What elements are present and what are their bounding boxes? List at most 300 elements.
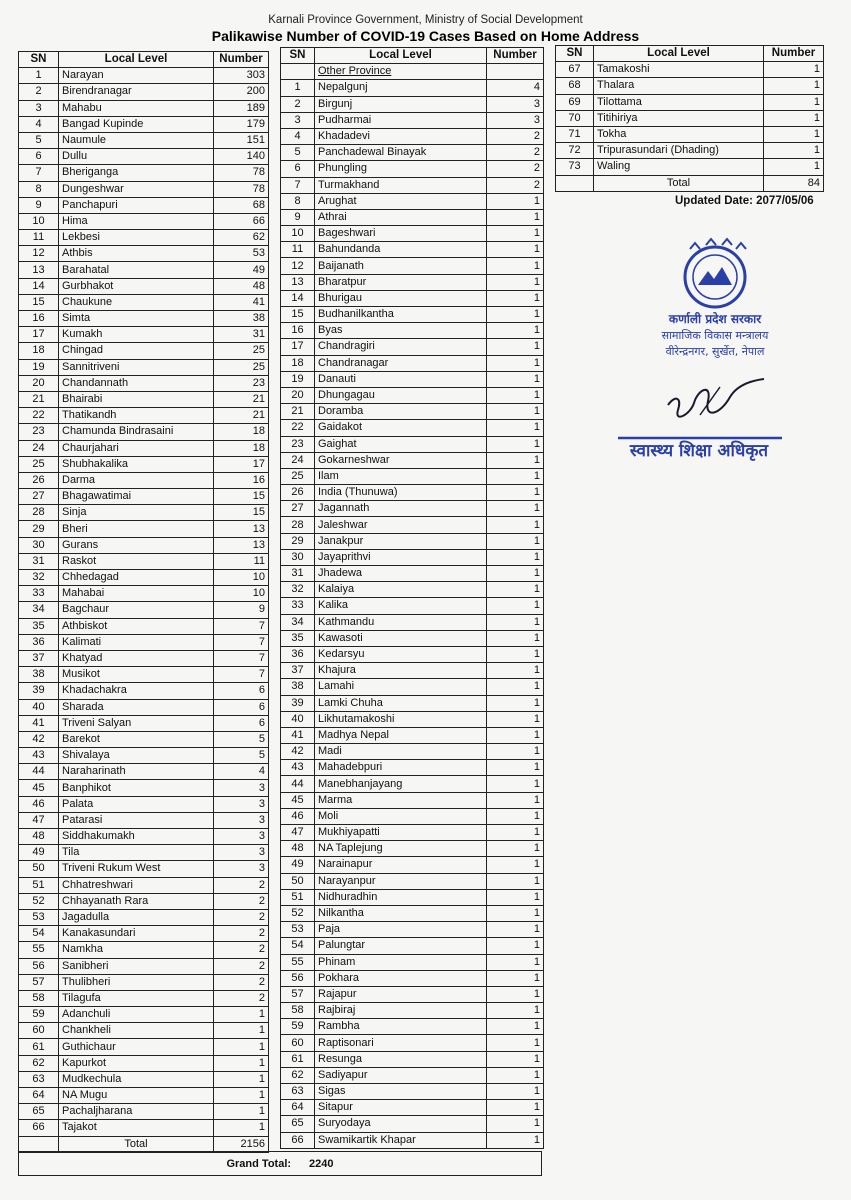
cell-number: 1 [487, 517, 544, 533]
cell-number: 1 [487, 1051, 544, 1067]
table-row [281, 598, 544, 614]
table-row [281, 1132, 544, 1148]
cell-local-level: Rajbiraj [315, 1003, 487, 1019]
table-row [19, 181, 269, 197]
cell-local-level: Khatyad [59, 650, 214, 666]
cell-number: 1 [487, 841, 544, 857]
cell-local-level: Rajapur [315, 986, 487, 1002]
cell-local-level: Chamunda Bindrasaini [59, 424, 214, 440]
cell-sn: 16 [19, 311, 59, 327]
table-row [281, 663, 544, 679]
cell-sn: 39 [281, 695, 315, 711]
table-row [19, 829, 269, 845]
table-row [281, 760, 544, 776]
other-total-row [556, 175, 824, 191]
other-province-heading-row [281, 64, 544, 80]
table-row [281, 566, 544, 582]
table-row [19, 278, 269, 294]
table-row [281, 776, 544, 792]
cell-number: 1 [487, 744, 544, 760]
table-row [19, 1071, 269, 1087]
cell-local-level: Kedarsyu [315, 646, 487, 662]
table-row [19, 116, 269, 132]
table-row [281, 355, 544, 371]
cell-number: 1 [487, 630, 544, 646]
table-row [19, 84, 269, 100]
cell-local-level: Kanakasundari [59, 926, 214, 942]
cell-sn: 49 [281, 857, 315, 873]
cell-local-level: Triveni Salyan [59, 715, 214, 731]
cell-local-level: Siddhakumakh [59, 829, 214, 845]
cell-number: 16 [214, 472, 269, 488]
table-row [19, 748, 269, 764]
cell-number: 1 [487, 404, 544, 420]
table-row [556, 62, 824, 78]
cell-number: 53 [214, 246, 269, 262]
cell-local-level: Kapurkot [59, 1055, 214, 1071]
cell-number: 1 [214, 1007, 269, 1023]
cell-sn: 32 [19, 570, 59, 586]
table-row [281, 711, 544, 727]
cell-number: 1 [487, 226, 544, 242]
cell-local-level: Thatikandh [59, 408, 214, 424]
table-row [19, 100, 269, 116]
cell-local-level: Thalara [594, 78, 764, 94]
table-row [19, 165, 269, 181]
cell-local-level: Budhanilkantha [315, 307, 487, 323]
karnali-total-row [19, 1136, 269, 1152]
cell-local-level: Athbis [59, 246, 214, 262]
cell-sn: 59 [19, 1007, 59, 1023]
table-row [556, 94, 824, 110]
cell-local-level: Simta [59, 311, 214, 327]
cell-number: 1 [487, 290, 544, 306]
cell-local-level: Moli [315, 808, 487, 824]
cell-number: 1 [487, 679, 544, 695]
cell-number: 4 [214, 764, 269, 780]
cell-number: 1 [487, 582, 544, 598]
cell-number: 7 [214, 618, 269, 634]
cell-local-level: Athbiskot [59, 618, 214, 634]
cell-sn: 67 [556, 62, 594, 78]
seal-text-3: वीरेन्द्रनगर, सुर्खेत, नेपाल [665, 345, 765, 358]
cell-number: 2 [214, 926, 269, 942]
cell-local-level: Titihiriya [594, 110, 764, 126]
cell-local-level: Mahadebpuri [315, 760, 487, 776]
cell-sn: 35 [281, 630, 315, 646]
cell-sn: 44 [19, 764, 59, 780]
cell-number: 3 [487, 112, 544, 128]
table-row [19, 634, 269, 650]
cell-local-level: Khadadevi [315, 128, 487, 144]
table-row [19, 796, 269, 812]
col-number-header: Number [487, 48, 544, 64]
table-row [281, 808, 544, 824]
cell-sn: 37 [281, 663, 315, 679]
table-row [19, 68, 269, 84]
cell-local-level: Pudharmai [315, 112, 487, 128]
cell-number: 2 [214, 909, 269, 925]
cell-local-level: Nepalgunj [315, 80, 487, 96]
table-row [19, 1088, 269, 1104]
cell-number: 10 [214, 570, 269, 586]
karnali-total-label: Total [59, 1136, 214, 1152]
table-row [281, 436, 544, 452]
cell-sn: 1 [19, 68, 59, 84]
cell-number: 25 [214, 359, 269, 375]
table-row [556, 78, 824, 94]
table-row [281, 242, 544, 258]
cell-number: 1 [487, 776, 544, 792]
table-row [19, 359, 269, 375]
cell-local-level: Paja [315, 922, 487, 938]
col-sn-header: SN [556, 46, 594, 62]
table-header-row [556, 46, 824, 62]
cell-local-level: Tilottama [594, 94, 764, 110]
cell-sn: 56 [281, 970, 315, 986]
table-row [556, 126, 824, 142]
ministry-line: Karnali Province Government, Ministry of Social Development [268, 14, 583, 26]
cell-local-level: Bagchaur [59, 602, 214, 618]
table-row [281, 905, 544, 921]
table-row [19, 1007, 269, 1023]
cell-sn: 5 [19, 132, 59, 148]
cell-sn: 24 [281, 452, 315, 468]
cell-local-level: Birendranagar [59, 84, 214, 100]
cell-sn: 55 [281, 954, 315, 970]
cell-sn: 9 [281, 209, 315, 225]
cell-sn: 11 [281, 242, 315, 258]
cell-sn: 55 [19, 942, 59, 958]
table-row [19, 715, 269, 731]
cell-local-level: Sitapur [315, 1100, 487, 1116]
cell-sn: 64 [281, 1100, 315, 1116]
cell-local-level: Chankheli [59, 1023, 214, 1039]
cell-sn: 52 [19, 893, 59, 909]
cell-sn: 19 [19, 359, 59, 375]
cell-local-level: Janakpur [315, 533, 487, 549]
table-row [281, 112, 544, 128]
cell-local-level: Gaidakot [315, 420, 487, 436]
table-row [281, 873, 544, 889]
cell-sn: 37 [19, 650, 59, 666]
table-row [19, 230, 269, 246]
cell-local-level: Mahabu [59, 100, 214, 116]
karnali-cases-table [18, 51, 269, 1153]
cell-number: 1 [487, 307, 544, 323]
table-row [281, 954, 544, 970]
cell-sn: 31 [281, 566, 315, 582]
cell-local-level: Palata [59, 796, 214, 812]
col-local-level-header: Local Level [594, 46, 764, 62]
table-row [281, 1100, 544, 1116]
cell-sn: 42 [19, 731, 59, 747]
cell-sn: 46 [281, 808, 315, 824]
table-row [281, 387, 544, 403]
col-local-level-header: Local Level [59, 52, 214, 68]
cell-sn: 50 [281, 873, 315, 889]
other-province-table [280, 47, 544, 1149]
cell-sn: 58 [281, 1003, 315, 1019]
table-row [281, 1035, 544, 1051]
cell-local-level: Bahundanda [315, 242, 487, 258]
cell-number: 68 [214, 197, 269, 213]
table-row [19, 845, 269, 861]
cell-local-level: Gokarneshwar [315, 452, 487, 468]
cell-local-level: Jaleshwar [315, 517, 487, 533]
cell-sn: 61 [281, 1051, 315, 1067]
table-header-row [281, 48, 544, 64]
table-row [19, 974, 269, 990]
cell-local-level: Pokhara [315, 970, 487, 986]
other-total-label: Total [594, 175, 764, 191]
cell-number: 1 [487, 242, 544, 258]
cell-local-level: Baijanath [315, 258, 487, 274]
cell-number: 31 [214, 327, 269, 343]
cell-sn: 61 [19, 1039, 59, 1055]
cell-sn: 29 [281, 533, 315, 549]
table-row [281, 1051, 544, 1067]
cell-number: 5 [214, 731, 269, 747]
cell-local-level: Chandranagar [315, 355, 487, 371]
cell-sn: 33 [281, 598, 315, 614]
office-designation-stamp [612, 432, 787, 468]
cell-local-level: Kalaiya [315, 582, 487, 598]
cell-local-level: Waling [594, 159, 764, 175]
cell-local-level: Marma [315, 792, 487, 808]
table-row [556, 110, 824, 126]
cell-local-level: NA Taplejung [315, 841, 487, 857]
cell-sn: 35 [19, 618, 59, 634]
table-row [281, 841, 544, 857]
cell-local-level: Bhairabi [59, 391, 214, 407]
cell-number: 5 [214, 748, 269, 764]
cell-number: 1 [487, 355, 544, 371]
cell-local-level: Lamahi [315, 679, 487, 695]
cell-local-level: Banphikot [59, 780, 214, 796]
cell-local-level: Narainapur [315, 857, 487, 873]
cell-local-level: Bhurigau [315, 290, 487, 306]
ministry-seal-stamp [640, 235, 790, 365]
cell-number: 1 [487, 792, 544, 808]
table-row [281, 209, 544, 225]
cell-sn: 46 [19, 796, 59, 812]
cell-local-level: Tamakoshi [594, 62, 764, 78]
cell-number: 66 [214, 213, 269, 229]
cell-number: 1 [764, 94, 824, 110]
cell-sn: 30 [19, 537, 59, 553]
cell-number: 2 [487, 161, 544, 177]
cell-sn: 27 [19, 489, 59, 505]
cell-local-level: Sigas [315, 1084, 487, 1100]
cell-number: 3 [487, 96, 544, 112]
cell-number: 15 [214, 489, 269, 505]
seal-text-1: कर्णाली प्रदेश सरकार [668, 312, 762, 326]
cell-sn: 1 [281, 80, 315, 96]
cell-sn: 20 [19, 375, 59, 391]
table-row [281, 161, 544, 177]
cell-number: 1 [487, 663, 544, 679]
table-row [281, 695, 544, 711]
cell-local-level: Adanchuli [59, 1007, 214, 1023]
table-row [281, 1003, 544, 1019]
table-row [281, 889, 544, 905]
cell-sn: 18 [19, 343, 59, 359]
table-row [281, 420, 544, 436]
cell-local-level: Lekbesi [59, 230, 214, 246]
table-row [281, 922, 544, 938]
cell-local-level: Sharada [59, 699, 214, 715]
cell-number: 1 [487, 808, 544, 824]
cell-local-level: Narayanpur [315, 873, 487, 889]
grand-total-box [18, 1151, 542, 1176]
table-row [281, 274, 544, 290]
cell-local-level: Phinam [315, 954, 487, 970]
cell-number: 2 [487, 128, 544, 144]
cell-local-level: Gurans [59, 537, 214, 553]
table-row [19, 213, 269, 229]
table-row [19, 537, 269, 553]
table-row [19, 764, 269, 780]
cell-sn: 34 [281, 614, 315, 630]
cell-local-level: Dhungagau [315, 387, 487, 403]
table-row [281, 938, 544, 954]
karnali-total-value: 2156 [214, 1136, 269, 1152]
cell-number: 13 [214, 521, 269, 537]
table-row [281, 744, 544, 760]
cell-sn: 21 [281, 404, 315, 420]
cell-number: 1 [487, 695, 544, 711]
cell-number: 1 [487, 889, 544, 905]
table-row [19, 505, 269, 521]
table-row [281, 128, 544, 144]
cell-sn: 70 [556, 110, 594, 126]
cell-number: 1 [487, 420, 544, 436]
cell-number: 6 [214, 715, 269, 731]
cell-sn: 64 [19, 1088, 59, 1104]
cell-sn: 47 [19, 812, 59, 828]
cell-local-level: Dungeshwar [59, 181, 214, 197]
cell-local-level: Pachaljharana [59, 1104, 214, 1120]
other-total-value: 84 [764, 175, 824, 191]
cell-number: 1 [487, 371, 544, 387]
cell-local-level: Jayaprithvi [315, 549, 487, 565]
cell-sn: 30 [281, 549, 315, 565]
table-row [19, 1104, 269, 1120]
cell-local-level: Kalika [315, 598, 487, 614]
cell-sn: 26 [281, 485, 315, 501]
table-row [19, 391, 269, 407]
cell-sn: 60 [281, 1035, 315, 1051]
cell-sn: 43 [19, 748, 59, 764]
cell-local-level: Tila [59, 845, 214, 861]
cell-local-level: Lamki Chuha [315, 695, 487, 711]
table-row [281, 727, 544, 743]
updated-date: Updated Date: 2077/05/06 [675, 195, 814, 207]
cell-sn: 9 [19, 197, 59, 213]
cell-local-level: Thulibheri [59, 974, 214, 990]
table-row [281, 614, 544, 630]
cell-sn: 33 [19, 586, 59, 602]
cell-number: 2 [214, 990, 269, 1006]
table-row [19, 262, 269, 278]
cell-sn: 50 [19, 861, 59, 877]
cell-sn: 7 [281, 177, 315, 193]
cell-local-level: Panchadewal Binayak [315, 145, 487, 161]
table-row [19, 570, 269, 586]
cell-sn: 42 [281, 744, 315, 760]
cell-local-level: Sanibheri [59, 958, 214, 974]
cell-sn: 40 [281, 711, 315, 727]
cell-local-level: Triveni Rukum West [59, 861, 214, 877]
cell-number: 1 [487, 938, 544, 954]
table-row [19, 294, 269, 310]
cell-sn: 66 [19, 1120, 59, 1136]
cell-local-level: Kalimati [59, 634, 214, 650]
cell-local-level: Raskot [59, 553, 214, 569]
cell-sn: 48 [19, 829, 59, 845]
table-row [19, 1039, 269, 1055]
table-row [281, 857, 544, 873]
cell-sn: 13 [19, 262, 59, 278]
cell-local-level: Raptisonari [315, 1035, 487, 1051]
cell-sn: 31 [19, 553, 59, 569]
cell-number: 1 [487, 954, 544, 970]
cell-local-level: Ilam [315, 468, 487, 484]
cell-local-level: Kathmandu [315, 614, 487, 630]
cell-sn: 54 [19, 926, 59, 942]
cell-local-level: Tajakot [59, 1120, 214, 1136]
table-row [281, 339, 544, 355]
cell-number: 1 [764, 110, 824, 126]
cell-sn: 15 [281, 307, 315, 323]
cell-local-level: Birgunj [315, 96, 487, 112]
cell-sn: 4 [281, 128, 315, 144]
cell-local-level: Gurbhakot [59, 278, 214, 294]
cell-number: 1 [487, 501, 544, 517]
table-row [281, 177, 544, 193]
cell-sn: 38 [19, 667, 59, 683]
cell-sn: 28 [19, 505, 59, 521]
cell-sn: 4 [19, 116, 59, 132]
cell-local-level: Resunga [315, 1051, 487, 1067]
table-row [19, 877, 269, 893]
other-province-table-continued [555, 45, 824, 192]
cell-sn: 41 [19, 715, 59, 731]
table-row [281, 630, 544, 646]
cell-sn: 39 [19, 683, 59, 699]
cell-number: 48 [214, 278, 269, 294]
seal-text-2: सामाजिक विकास मन्त्रालय [661, 329, 769, 342]
cell-sn: 62 [281, 1067, 315, 1083]
cell-number: 1 [487, 209, 544, 225]
table-row [281, 1067, 544, 1083]
cell-local-level: Danauti [315, 371, 487, 387]
cell-sn: 26 [19, 472, 59, 488]
cell-sn: 27 [281, 501, 315, 517]
cell-local-level: India (Thunuwa) [315, 485, 487, 501]
cell-number: 21 [214, 408, 269, 424]
cell-sn: 66 [281, 1132, 315, 1148]
cell-number: 10 [214, 586, 269, 602]
cell-sn: 21 [19, 391, 59, 407]
cell-local-level: Chhatreshwari [59, 877, 214, 893]
table-row [19, 618, 269, 634]
table-row [19, 440, 269, 456]
table-row [19, 861, 269, 877]
cell-sn: 53 [281, 922, 315, 938]
cell-sn: 45 [281, 792, 315, 808]
